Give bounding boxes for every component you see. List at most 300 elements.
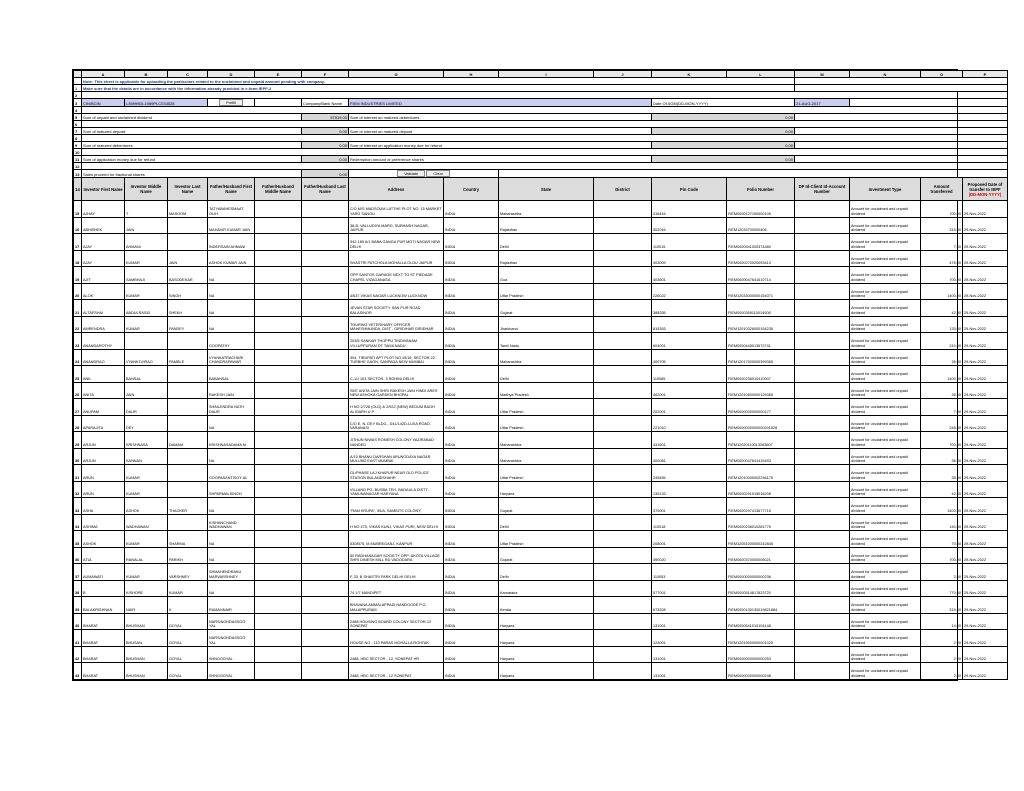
amount-cell[interactable]: 700.00: [921, 267, 963, 284]
father-middle-name[interactable]: [255, 283, 302, 300]
investor-first-name[interactable]: AJAY: [82, 234, 125, 251]
transfer-date-cell[interactable]: 29-Nov-2022: [963, 564, 1008, 581]
district-cell[interactable]: [594, 498, 652, 515]
father-middle-name[interactable]: [255, 663, 302, 680]
father-last-name[interactable]: [302, 448, 349, 465]
father-middle-name[interactable]: [255, 597, 302, 614]
state-cell[interactable]: Tamil Nadu: [499, 333, 594, 350]
investor-middle-name[interactable]: KUMAR: [125, 316, 168, 333]
country-cell[interactable]: INDIA: [444, 613, 499, 630]
state-cell[interactable]: Madhya Pradesh: [499, 382, 594, 399]
investment-type-cell[interactable]: Amount for unclaimed and unpaid dividend: [850, 547, 921, 564]
father-first-name[interactable]: VYANKATRACHARI CHANDRAPAWAR: [208, 349, 255, 366]
investor-last-name[interactable]: DAMAM: [168, 432, 208, 449]
amount-cell[interactable]: 210.00: [921, 333, 963, 350]
folio-number-cell[interactable]: FIEM0000541010104148: [727, 613, 795, 630]
dp-id-cell[interactable]: [795, 580, 850, 597]
father-first-name[interactable]: NA: [208, 531, 255, 548]
investor-last-name[interactable]: GOYAL: [168, 646, 208, 663]
father-last-name[interactable]: [302, 217, 349, 234]
district-cell[interactable]: [594, 399, 652, 416]
transfer-date-cell[interactable]: 29-Nov-2022: [963, 597, 1008, 614]
folio-number-cell[interactable]: FIEM0000047641415493: [727, 448, 795, 465]
district-cell[interactable]: [594, 382, 652, 399]
folio-number-cell[interactable]: FIEM0000236010281775: [727, 514, 795, 531]
pin-code-cell[interactable]: 110053: [652, 564, 727, 581]
address-cell[interactable]: JEVAN STAR SOCIETY SAN PUR ROAD BALASINOR: [349, 300, 444, 317]
address-cell[interactable]: 50 RADHANAGAR SOCIETY OPP: AKOTA VILLAGE SHRI DINESH MILL RD VADODARA: [349, 547, 444, 564]
dp-id-cell[interactable]: [795, 349, 850, 366]
father-first-name[interactable]: NA: [208, 547, 255, 564]
amount-cell[interactable]: 7.00: [921, 399, 963, 416]
investment-type-cell[interactable]: Amount for unclaimed and unpaid dividend: [850, 300, 921, 317]
pin-code-cell[interactable]: 462001: [652, 382, 727, 399]
state-cell[interactable]: Karnataka: [499, 580, 594, 597]
investor-middle-name[interactable]: KUMAR: [125, 564, 168, 581]
investor-first-name[interactable]: ARUN: [82, 465, 125, 482]
state-cell[interactable]: Rajasthan: [499, 250, 594, 267]
investor-last-name[interactable]: GOYAL: [168, 613, 208, 630]
district-cell[interactable]: [594, 333, 652, 350]
country-cell[interactable]: INDIA: [444, 547, 499, 564]
state-cell[interactable]: Haryana: [499, 663, 594, 680]
address-cell[interactable]: TOURING VETERINARY OFFICER MAHESHMUNDA, DIST - GIRIDIHAR GIRIDHAR: [349, 316, 444, 333]
transfer-date-cell[interactable]: 29-Nov-2022: [963, 580, 1008, 597]
transfer-date-cell[interactable]: 29-Nov-2022: [963, 333, 1008, 350]
investor-middle-name[interactable]: NAIR: [125, 597, 168, 614]
father-middle-name[interactable]: [255, 201, 302, 218]
dp-id-cell[interactable]: [795, 646, 850, 663]
father-last-name[interactable]: [302, 514, 349, 531]
country-cell[interactable]: INDIA: [444, 531, 499, 548]
investor-first-name[interactable]: ANANDAROTHY: [82, 333, 125, 350]
address-cell[interactable]: H NO 2/728 (OLD) & 2/922 (NEW) BEGUM BAGH ALIGARH U P: [349, 399, 444, 416]
investor-last-name[interactable]: PAMBLE: [168, 349, 208, 366]
state-cell[interactable]: Haryana: [499, 646, 594, 663]
district-cell[interactable]: [594, 217, 652, 234]
date-agm-field[interactable]: 21-AUG-2017: [795, 99, 850, 107]
state-cell[interactable]: Jharkhand: [499, 316, 594, 333]
investor-first-name[interactable]: ALOK: [82, 283, 125, 300]
dp-id-cell[interactable]: [795, 514, 850, 531]
transfer-date-cell[interactable]: 29-Nov-2022: [963, 630, 1008, 647]
amount-cell[interactable]: 2.00: [921, 663, 963, 680]
address-cell[interactable]: SHASTRI PATCHOLA MOHALLA OLDU JAIPUR: [349, 250, 444, 267]
dp-id-cell[interactable]: [795, 217, 850, 234]
dp-id-cell[interactable]: [795, 564, 850, 581]
investor-first-name[interactable]: ASHIMA: [82, 514, 125, 531]
father-middle-name[interactable]: [255, 316, 302, 333]
investor-middle-name[interactable]: KUMAR: [125, 283, 168, 300]
investment-type-cell[interactable]: Amount for unclaimed and unpaid dividend: [850, 217, 921, 234]
amount-cell[interactable]: 133.00: [921, 316, 963, 333]
amount-cell[interactable]: 2.00: [921, 630, 963, 647]
state-cell[interactable]: Uttar Pradesh: [499, 415, 594, 432]
father-middle-name[interactable]: [255, 399, 302, 416]
pin-code-cell[interactable]: 124001: [652, 630, 727, 647]
dp-id-cell[interactable]: [795, 234, 850, 251]
investor-middle-name[interactable]: AHMANI: [125, 234, 168, 251]
investor-middle-name[interactable]: DEY: [125, 415, 168, 432]
dp-id-cell[interactable]: [795, 415, 850, 432]
dp-id-cell[interactable]: [795, 597, 850, 614]
folio-number-cell[interactable]: FIEM0000047641610714: [727, 267, 795, 284]
folio-number-cell[interactable]: FIEM0000514817823720: [727, 580, 795, 597]
father-last-name[interactable]: [302, 646, 349, 663]
amount-cell[interactable]: 315.00: [921, 217, 963, 234]
father-first-name[interactable]: ASHOK KUMAR JAIN: [208, 250, 255, 267]
pin-code-cell[interactable]: 202001: [652, 399, 727, 416]
father-last-name[interactable]: [302, 399, 349, 416]
amount-cell[interactable]: 700.00: [921, 201, 963, 218]
investor-first-name[interactable]: B: [82, 580, 125, 597]
father-middle-name[interactable]: [255, 366, 302, 383]
country-cell[interactable]: INDIA: [444, 234, 499, 251]
investor-first-name[interactable]: APARAJITA: [82, 415, 125, 432]
investor-last-name[interactable]: [168, 399, 208, 416]
district-cell[interactable]: [594, 349, 652, 366]
investor-first-name[interactable]: ATUL: [82, 547, 125, 564]
folio-number-cell[interactable]: FIEM0000291015016208: [727, 481, 795, 498]
district-cell[interactable]: [594, 234, 652, 251]
country-cell[interactable]: INDIA: [444, 564, 499, 581]
address-cell[interactable]: BHAVANA AMMALAPPADI NANDOODE P.O. MALAPPURAM: [349, 597, 444, 614]
investor-first-name[interactable]: BHARAT: [82, 630, 125, 647]
transfer-date-cell[interactable]: 29-Nov-2022: [963, 663, 1008, 680]
dp-id-cell[interactable]: [795, 547, 850, 564]
father-first-name[interactable]: NA: [208, 300, 255, 317]
investor-middle-name[interactable]: KANNAN: [125, 448, 168, 465]
transfer-date-cell[interactable]: 29-Nov-2022: [963, 217, 1008, 234]
folio-number-cell[interactable]: FIEM0000236010410007: [727, 366, 795, 383]
investor-last-name[interactable]: GOYAL: [168, 630, 208, 647]
district-cell[interactable]: [594, 547, 652, 564]
address-cell[interactable]: 942-189 A/1 BABA GANGA PUR MOTI NAGAR NEW DELHI: [349, 234, 444, 251]
folio-number-cell[interactable]: FIEM12017500000399365: [727, 349, 795, 366]
father-last-name[interactable]: [302, 481, 349, 498]
investment-type-cell[interactable]: Amount for unclaimed and unpaid dividend: [850, 283, 921, 300]
address-cell[interactable]: HOUSE NO - 110 PARAS MOHALLA ROHTAK: [349, 630, 444, 647]
folio-number-cell[interactable]: FIEM0000359110014008: [727, 300, 795, 317]
district-cell[interactable]: [594, 630, 652, 647]
folio-number-cell[interactable]: FIEM0000000000000201528: [727, 415, 795, 432]
investor-last-name[interactable]: K: [168, 597, 208, 614]
transfer-date-cell[interactable]: 29-Nov-2022: [963, 646, 1008, 663]
country-cell[interactable]: INDIA: [444, 481, 499, 498]
investment-type-cell[interactable]: Amount for unclaimed and unpaid dividend: [850, 399, 921, 416]
investor-last-name[interactable]: [168, 382, 208, 399]
father-last-name[interactable]: [302, 349, 349, 366]
pin-code-cell[interactable]: 815353: [652, 316, 727, 333]
amount-cell[interactable]: 42.00: [921, 481, 963, 498]
investor-first-name[interactable]: BHARAT: [82, 613, 125, 630]
amount-cell[interactable]: 700.00: [921, 432, 963, 449]
dp-id-cell[interactable]: [795, 399, 850, 416]
folio-number-cell[interactable]: FIEM0000130130019821884: [727, 597, 795, 614]
amount-cell[interactable]: 7.00: [921, 234, 963, 251]
address-cell[interactable]: H NO 475, VIKAS KUNJ, VIKAS PURI, NEW DELHI: [349, 514, 444, 531]
father-middle-name[interactable]: [255, 613, 302, 630]
pin-code-cell[interactable]: 403601: [652, 267, 727, 284]
father-middle-name[interactable]: [255, 481, 302, 498]
father-middle-name[interactable]: [255, 564, 302, 581]
investor-last-name[interactable]: SHEKH: [168, 300, 208, 317]
father-first-name[interactable]: MAHAVIR KUMAR JAIN: [208, 217, 255, 234]
country-cell[interactable]: INDIA: [444, 267, 499, 284]
investment-type-cell[interactable]: Amount for unclaimed and unpaid dividend: [850, 514, 921, 531]
district-cell[interactable]: [594, 432, 652, 449]
folio-number-cell[interactable]: FIEM12019000000001025: [727, 630, 795, 647]
father-first-name[interactable]: NA: [208, 415, 255, 432]
investor-first-name[interactable]: BALAKRISHNAN: [82, 597, 125, 614]
investor-last-name[interactable]: GOYAL: [168, 663, 208, 680]
father-middle-name[interactable]: [255, 547, 302, 564]
investor-last-name[interactable]: KUMAR: [168, 580, 208, 597]
father-middle-name[interactable]: [255, 349, 302, 366]
pin-code-cell[interactable]: 135133: [652, 481, 727, 498]
investment-type-cell[interactable]: Amount for unclaimed and unpaid dividend: [850, 349, 921, 366]
investor-first-name[interactable]: AUMAWATI: [82, 564, 125, 581]
pin-code-cell[interactable]: 303009: [652, 250, 727, 267]
father-middle-name[interactable]: [255, 382, 302, 399]
dp-id-cell[interactable]: [795, 300, 850, 317]
investor-middle-name[interactable]: VYANKOJIRAO: [125, 349, 168, 366]
country-cell[interactable]: INDIA: [444, 646, 499, 663]
father-first-name[interactable]: RAMANNAIR: [208, 597, 255, 614]
father-last-name[interactable]: [302, 564, 349, 581]
dp-id-cell[interactable]: [795, 283, 850, 300]
father-middle-name[interactable]: [255, 250, 302, 267]
address-cell[interactable]: 74 1/7 MANDIPET: [349, 580, 444, 597]
transfer-date-cell[interactable]: 29-Nov-2022: [963, 448, 1008, 465]
investment-type-cell[interactable]: Amount for unclaimed and unpaid dividend: [850, 250, 921, 267]
investment-type-cell[interactable]: Amount for unclaimed and unpaid dividend: [850, 630, 921, 647]
pin-code-cell[interactable]: 245455: [652, 465, 727, 482]
pin-code-cell[interactable]: 131001: [652, 663, 727, 680]
state-cell[interactable]: Haryana: [499, 613, 594, 630]
state-cell[interactable]: Maharashtra: [499, 201, 594, 218]
investment-type-cell[interactable]: Amount for unclaimed and unpaid dividend: [850, 465, 921, 482]
investor-middle-name[interactable]: ABDULRASID: [125, 300, 168, 317]
investor-middle-name[interactable]: KUMAR: [125, 465, 168, 482]
father-last-name[interactable]: [302, 300, 349, 317]
prefill-button[interactable]: Prefill: [219, 99, 243, 106]
pin-code-cell[interactable]: 604001: [652, 333, 727, 350]
investor-last-name[interactable]: [168, 448, 208, 465]
address-cell[interactable]: OPP SANTOS GARAGE NEXT TO ST PIEDADE CHAPEL VIZAGANASA: [349, 267, 444, 284]
father-middle-name[interactable]: [255, 448, 302, 465]
state-cell[interactable]: Gujarat: [499, 498, 594, 515]
country-cell[interactable]: INDIA: [444, 630, 499, 647]
folio-number-cell[interactable]: FIEM12010326000154235: [727, 316, 795, 333]
father-first-name[interactable]: NA: [208, 580, 255, 597]
district-cell[interactable]: [594, 663, 652, 680]
state-cell[interactable]: Haryana: [499, 481, 594, 498]
address-cell[interactable]: VILLAND PO- BUSBA TEH- BADAULA DISTT- YAMUNANAGAR HARYANA: [349, 481, 444, 498]
investor-first-name[interactable]: ARJUN: [82, 432, 125, 449]
transfer-date-cell[interactable]: 29-Nov-2022: [963, 498, 1008, 515]
address-cell[interactable]: GL/PHASE LAJ KHAPUR NEAR OLD POLICE STATION BULANDSHAHR: [349, 465, 444, 482]
country-cell[interactable]: INDIA: [444, 399, 499, 416]
father-last-name[interactable]: [302, 630, 349, 647]
investor-last-name[interactable]: [168, 514, 208, 531]
dp-id-cell[interactable]: [795, 382, 850, 399]
investor-last-name[interactable]: [168, 415, 208, 432]
address-cell[interactable]: 2488 HOUSING BOARD COLONY SECTOR-12 SONEPAT: [349, 613, 444, 630]
country-cell[interactable]: INDIA: [444, 415, 499, 432]
state-cell[interactable]: Uttar Pradesh: [499, 283, 594, 300]
country-cell[interactable]: INDIA: [444, 201, 499, 218]
investor-middle-name[interactable]: ASHOK: [125, 498, 168, 515]
amount-cell[interactable]: 1400.00: [921, 498, 963, 515]
investment-type-cell[interactable]: Amount for unclaimed and unpaid dividend: [850, 564, 921, 581]
father-middle-name[interactable]: [255, 646, 302, 663]
dp-id-cell[interactable]: [795, 316, 850, 333]
pin-code-cell[interactable]: 431601: [652, 432, 727, 449]
investor-middle-name[interactable]: BHUSHAN: [125, 613, 168, 630]
pin-code-cell[interactable]: 390020: [652, 547, 727, 564]
pin-code-cell[interactable]: 131001: [652, 613, 727, 630]
district-cell[interactable]: [594, 564, 652, 581]
validate-button[interactable]: Validate: [397, 170, 425, 177]
investor-last-name[interactable]: MASOOM: [168, 201, 208, 218]
father-middle-name[interactable]: [255, 415, 302, 432]
state-cell[interactable]: Delhi: [499, 564, 594, 581]
dp-id-cell[interactable]: [795, 333, 850, 350]
investor-first-name[interactable]: AJIT: [82, 267, 125, 284]
investor-first-name[interactable]: ANIL: [82, 366, 125, 383]
investor-first-name[interactable]: ASHOK: [82, 531, 125, 548]
father-middle-name[interactable]: [255, 234, 302, 251]
investor-last-name[interactable]: SINGH: [168, 283, 208, 300]
district-cell[interactable]: [594, 465, 652, 482]
father-first-name[interactable]: KRISHNASADAMA M: [208, 432, 255, 449]
folio-number-cell[interactable]: FIEM12010000002236175: [727, 465, 795, 482]
dp-id-cell[interactable]: [795, 250, 850, 267]
pin-code-cell[interactable]: 400081: [652, 448, 727, 465]
investor-first-name[interactable]: BHARAT: [82, 663, 125, 680]
investor-middle-name[interactable]: SAMBHAJI: [125, 267, 168, 284]
pin-code-cell[interactable]: 110085: [652, 366, 727, 383]
address-cell[interactable]: C/O E. N. DEY BLDG., D41/142D-LUXA ROAD, VARANASI: [349, 415, 444, 432]
dp-id-cell[interactable]: [795, 267, 850, 284]
folio-number-cell[interactable]: FIEM0000297413677715: [727, 498, 795, 515]
father-first-name[interactable]: SHAILENDRA NATH DAUR: [208, 399, 255, 416]
dp-id-cell[interactable]: [795, 531, 850, 548]
investor-middle-name[interactable]: KUMAR: [125, 481, 168, 498]
father-last-name[interactable]: [302, 580, 349, 597]
folio-number-cell[interactable]: FIEM0000270020093413: [727, 250, 795, 267]
pin-code-cell[interactable]: 110015: [652, 234, 727, 251]
country-cell[interactable]: INDIA: [444, 300, 499, 317]
address-cell[interactable]: 530/B75, M MUBREGANJ, KANPUR: [349, 531, 444, 548]
transfer-date-cell[interactable]: 29-Nov-2022: [963, 481, 1008, 498]
district-cell[interactable]: [594, 267, 652, 284]
investment-type-cell[interactable]: Amount for unclaimed and unpaid dividend: [850, 663, 921, 680]
investment-type-cell[interactable]: Amount for unclaimed and unpaid dividend: [850, 316, 921, 333]
amount-cell[interactable]: 35.00: [921, 382, 963, 399]
investment-type-cell[interactable]: Amount for unclaimed and unpaid dividend: [850, 333, 921, 350]
folio-number-cell[interactable]: FIEM12033000000154071: [727, 283, 795, 300]
investor-first-name[interactable]: ABHISHEK: [82, 217, 125, 234]
address-cell[interactable]: 304, TIRUPATI APT PLOT NO.15/16, SECTOR-22 TURBHE GAON, SANPADA NEW MUMBAI: [349, 349, 444, 366]
transfer-date-cell[interactable]: 29-Nov-2022: [963, 514, 1008, 531]
pin-code-cell[interactable]: 577001: [652, 580, 727, 597]
address-cell[interactable]: 203/5 SANKAR THOPPU TINDIVANAM VILLUPPURAM DT TAMILNADU: [349, 333, 444, 350]
father-first-name[interactable]: NARSINGHDASSGO YAL: [208, 613, 255, 630]
state-cell[interactable]: Maharashtra: [499, 349, 594, 366]
transfer-date-cell[interactable]: 29-Nov-2022: [963, 547, 1008, 564]
father-last-name[interactable]: [302, 267, 349, 284]
father-last-name[interactable]: [302, 234, 349, 251]
folio-number-cell[interactable]: FIEM0000127150000105: [727, 201, 795, 218]
transfer-date-cell[interactable]: 29-Nov-2022: [963, 399, 1008, 416]
amount-cell[interactable]: 2.00: [921, 564, 963, 581]
amount-cell[interactable]: 245.00: [921, 415, 963, 432]
country-cell[interactable]: INDIA: [444, 217, 499, 234]
district-cell[interactable]: [594, 366, 652, 383]
dp-id-cell[interactable]: [795, 630, 850, 647]
father-first-name[interactable]: BABANSAL: [208, 366, 255, 383]
amount-cell[interactable]: 1400.00: [921, 283, 963, 300]
investor-middle-name[interactable]: BHUSHAN: [125, 663, 168, 680]
father-middle-name[interactable]: [255, 300, 302, 317]
investor-last-name[interactable]: PARIKH: [168, 547, 208, 564]
investor-first-name[interactable]: ARUN: [82, 481, 125, 498]
district-cell[interactable]: [594, 448, 652, 465]
state-cell[interactable]: Uttar Pradesh: [499, 399, 594, 416]
investment-type-cell[interactable]: Amount for unclaimed and unpaid dividend: [850, 481, 921, 498]
address-cell[interactable]: 2488, HBC SECTOR - 12, SONEPAT HR: [349, 646, 444, 663]
investor-middle-name[interactable]: [125, 333, 168, 350]
state-cell[interactable]: Kerala: [499, 597, 594, 614]
address-cell[interactable]: 4/637 VIKAS NAGAR LUCKNOW LUCKNOW: [349, 283, 444, 300]
investor-middle-name[interactable]: RANALAL: [125, 547, 168, 564]
pin-code-cell[interactable]: 226022: [652, 283, 727, 300]
district-cell[interactable]: [594, 283, 652, 300]
father-last-name[interactable]: [302, 283, 349, 300]
country-cell[interactable]: INDIA: [444, 597, 499, 614]
investor-last-name[interactable]: [168, 234, 208, 251]
district-cell[interactable]: [594, 613, 652, 630]
folio-number-cell[interactable]: FIEM12010600000125365: [727, 382, 795, 399]
father-last-name[interactable]: [302, 432, 349, 449]
investor-middle-name[interactable]: BANSAL: [125, 366, 168, 383]
father-middle-name[interactable]: [255, 580, 302, 597]
company-name-field[interactable]: FIEM INDUSTRIES LIMITED: [349, 99, 652, 107]
transfer-date-cell[interactable]: 29-Nov-2022: [963, 366, 1008, 383]
state-cell[interactable]: Delhi: [499, 234, 594, 251]
investor-last-name[interactable]: [168, 333, 208, 350]
investor-last-name[interactable]: BASODEKAR: [168, 267, 208, 284]
investment-type-cell[interactable]: Amount for unclaimed and unpaid dividend: [850, 646, 921, 663]
transfer-date-cell[interactable]: 29-Nov-2022: [963, 201, 1008, 218]
father-last-name[interactable]: [302, 382, 349, 399]
father-last-name[interactable]: [302, 201, 349, 218]
investor-first-name[interactable]: ANANDRAO: [82, 349, 125, 366]
district-cell[interactable]: [594, 316, 652, 333]
father-middle-name[interactable]: [255, 432, 302, 449]
state-cell[interactable]: Delhi: [499, 366, 594, 383]
transfer-date-cell[interactable]: 29-Nov-2022: [963, 531, 1008, 548]
transfer-date-cell[interactable]: 29-Nov-2022: [963, 465, 1008, 482]
amount-cell[interactable]: 476.00: [921, 250, 963, 267]
father-last-name[interactable]: [302, 366, 349, 383]
father-last-name[interactable]: [302, 547, 349, 564]
dp-id-cell[interactable]: [795, 366, 850, 383]
district-cell[interactable]: [594, 580, 652, 597]
folio-number-cell[interactable]: FIEM0000370000005021: [727, 547, 795, 564]
